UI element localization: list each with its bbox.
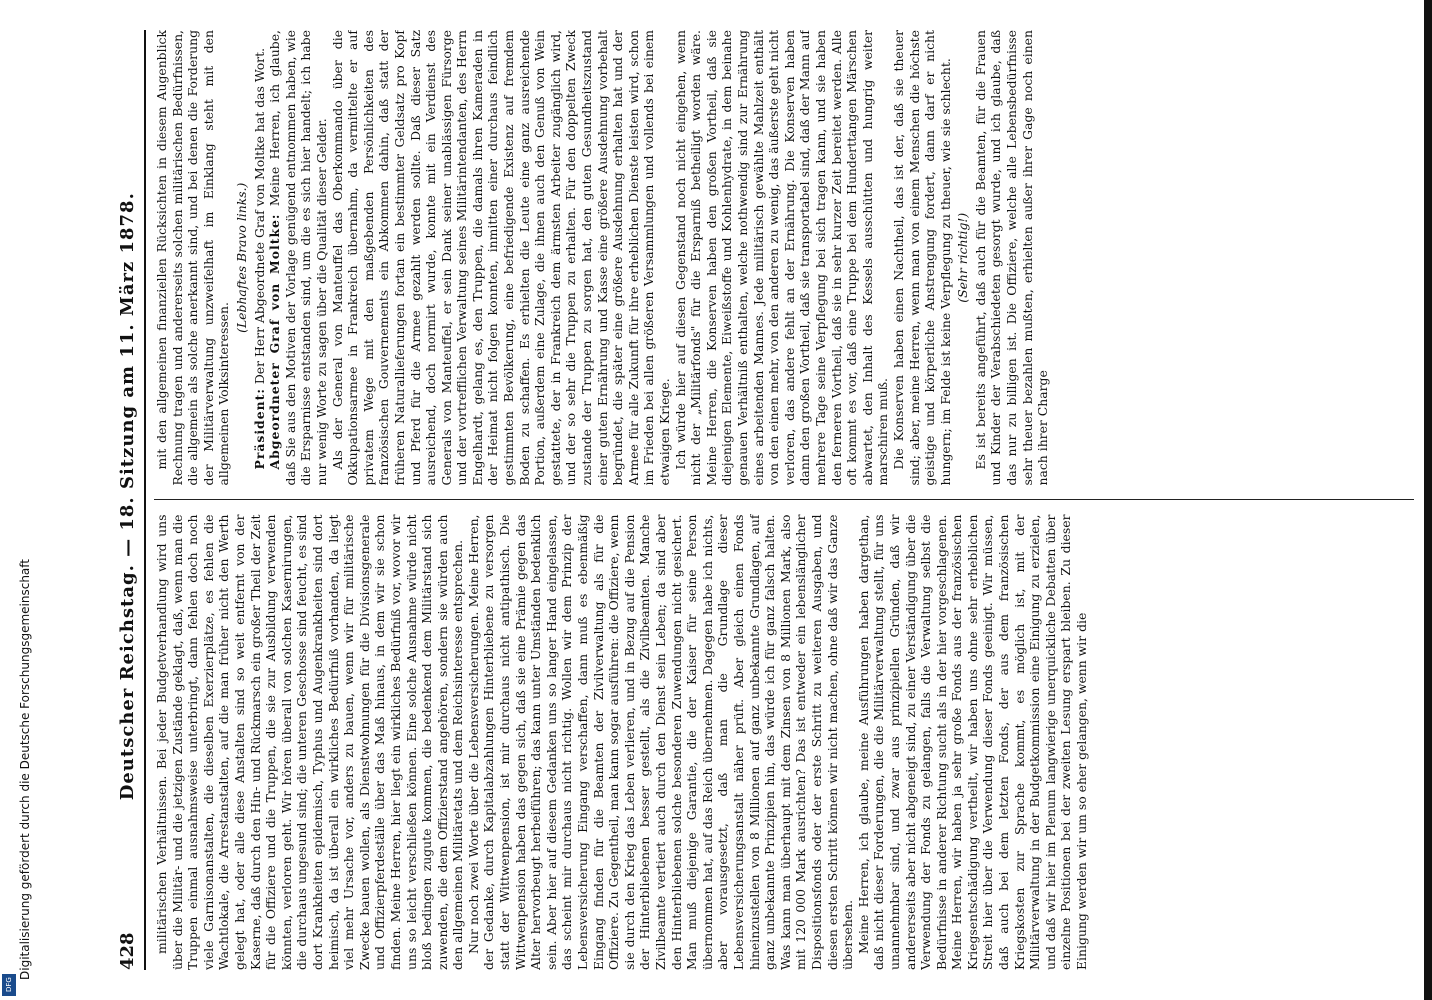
paragraph: mit den allgemeinen finanziellen Rücksichten in diesem Augenblick Rechnung tragen und andererseits solchen militärischen Bedürfnissen, die allgemein als solche anerkannt sind, und bei denen die Forderung der Militärverwaltung unzweifelhaft im Einklang steht mit den allgemeinen Volksinteressen.: [154, 30, 232, 486]
speaker-paragraph: [267, 30, 329, 486]
paragraph: Die Konserven haben einen Nachtheil, das ist der, daß sie theuer sind; aber, meine Herren, wenn man von einem Menschen die höchste geistige und körperliche Anstrengung fordert, dann darf er nicht hungern; im Felde ist keine Verpflegung zu theuer, wie sie schlecht.: [890, 30, 953, 486]
rotated-page-content: [110, 30, 1430, 970]
page-header: [110, 30, 146, 970]
scan-edge: [1424, 0, 1432, 1000]
digitization-credit: Digitalisierung gefördert durch die Deutsche Forschungsgemeinschaft: [18, 558, 32, 980]
text-columns: [154, 30, 1414, 970]
stage-direction: (Sehr richtig!): [955, 212, 971, 303]
page-number: 428: [116, 932, 138, 970]
paragraph: Nur noch zwei Worte über die Lebensversicherungen. Meine Herren, der Gedanke, durch Kapitalabzahlungen Hinterbliebene zu versorgen statt der Wittwenpension, ist mir durchaus nicht antipathisch. Die Wittwenpension haben das gegen sich, daß sie eine Prämie gegen das Alter hervorbeugt herbeiführen; das kann unter Umständen bedenklich sein. Aber hier auf diesem Gedanken uns so langer Hand eingelassen, das scheint mir durchaus nicht richtig. Wollen wir dem Prinzip der Lebensversicherung Eingang verschaffen, dann muß es ebenmäßig Eingang finden für die Beamten der Zivilverwaltung als für die Offiziere. Zu Gegentheil, man kann sogar ausführen: die Offiziere, wenn sie durch den Krieg das Leben verlieren, und in Bezug auf die Pension der Hinterbliebenen besser gestellt, als die Zivilbeamten. Manche Zivilbeamte vertiert auch durch den Dienst sein Leben; da sind aber den Hinterbliebenen solche besonderen Zuwendungen nicht gesichert. Man muß diejenige Garantie, die der Kaiser für seine Person übernommen hat, auf das Reich übernehmen. Dagegen habe ich nichts, aber vorausgesetzt, daß man die Grundlage dieser Lebensversicherungsanstalt näher prüft. Aber gleich einen Fonds hineinzustellen von 8 Millionen auf ganz unbekannte Grundlagen, auf ganz unbekannte Prinzipien hin, das würde ich für ganz falsch halten. Was kann man überhaupt mit dem Zinsen von 8 Millionen Mark, also mit 120 000 Mark ausrichten? Das ist entweder ein lebenslänglicher Dispositionsfonds oder der erste Schritt zu weiteren Ausgaben, und diesen ersten Schritt können wir nicht machen, ohne daß wir das Ganze übersehen.: [465, 514, 856, 970]
paragraph: Ich würde hier auf diesen Gegenstand noch nicht eingehen, wenn nicht der „Militärfonds" für die Ersparniß betheiligt worden wäre. Meine Herren, die Konserven haben den großen Vortheil, daß sie diejenigen Elemente, Eiweißstoffe und Kohlenhydrate, in dem beinahe genauen Verhältniß enthalten, welche nothwendig sind zur Ernährung eines arbeitenden Mannes. Jede militärisch gewählte Mahlzeit enthält von den einen mehr, von den anderen zu wenig, das äußerste geht nicht verloren, das andere fehlt an der Ernährung. Die Konserven haben dann den großen Vortheil, daß sie transportabel sind, daß der Mann auf mehrere Tage seine Verpflegung bei sich tragen kann, und sie haben den ferneren Vortheil, daß sie in sehr kurzer Zeit bereitet werden. Alle oft kommt es vor, daß eine Truppe bei dem Hunderttangen Märschen abwartet, den Inhalt des Kessels ausschütten und hungrig weiter marschiren muß.: [672, 30, 891, 486]
paragraph: Es ist bereits angeführt, daß auch für die Beamten, für die Frauen und Kinder der Verabschiedeten gesorgt wurde, und ich glaube, daß das nur zu billigen ist. Die Offiziere, welche alle Lebensbedürfnisse sehr theuer bezahlen mußten, erhielten außer ihrer Gage noch einen nach ihrer Charge: [972, 30, 1051, 486]
stage-direction: (Lebhaftes Bravo links.): [233, 182, 249, 333]
paragraph: Als der General von Manteuffel das Oberkommando über die Okkupationsarmee in Frankreich übernahm, da vermittelte er auf privatem Wege mit den maßgebenden Persönlichkeiten des französischen Gouvernements ein Abkommen dahin, daß statt der früheren Naturallieferungen fortan ein bestimmter Geldsatz pro Kopf und Pferd für die Armee gezahlt werden sollte. Daß dieser Satz ausreichend, doch normirt wurde, konnte mit ein Verdienst des Generals von Manteuffel, er sein Dank seiner unablässigen Fürsorge und der vortrefflichen Verwaltung seines Militärintendanten, des Herrn Engelhardt, gelang es, den Truppen, die damals ihren Kameraden in der Heimat nicht folgen konnten, inmitten einer durchaus feindlich gestimmten Bevölkerung, eine befriedigende Existenz auf fremdem Boden zu schaffen. Es erhielten die Leute eine ganz ausreichende Portion, außerdem eine Zulage, die ihnen auch den Genuß von Wein gestattete, der in Frankreich dem ärmsten Arbeiter zugänglich wird, und der so sehr die Truppen zu erhalten. Für den doppelten Zweck zustande der Truppen zu sorgen hat, den guten Gesundheitszustand einer guten Ernährung und Kasse eine größere Ausdehnung vorbehalt begründet, die später eine größere Ausdehnung erhalten hat und der Armee für alle Zukunft für ihre erheblichen Dienste leisten wird, schon im Frieden bei allen größeren Versammlungen und vollends bei einem etwaigen Kriege.: [329, 30, 672, 486]
page-title: Deutscher Reichstag. — 18. Sitzung am 11. März 1878.: [116, 192, 138, 801]
speech-text: Meine Herren, ich glaube, daß Sie aus den Motiven der Vorlage genügend entnommen haben, wie die Ersparnisse entstanden sind, um die es sich hier handelt; ich habe nur wenig Worte zu sagen über die Qualität dieser Gelder.: [267, 30, 329, 486]
left-column: [154, 515, 1414, 971]
column-divider: [154, 500, 1414, 501]
speaker-label: Abgeordneter Graf von Moltke:: [267, 213, 283, 470]
speech-text: Der Herr Abgeordnete Graf von Moltke hat das Wort.: [251, 47, 267, 385]
right-column: [154, 30, 1414, 486]
paragraph: Meine Herren, ich glaube, meine Ausführungen haben dargethan, daß nicht dieser Forderungen, die die Militärverwaltung stellt, für uns unannehmbar sind, und zwar aus prinzipiellen Gründen, daß wir andererseits aber nicht abgeneigt sind, zu einer Verständigung über die Verwendung der Fonds zu gelangen, falls die Verwaltung selbst die Bedürfnisse in anderer Richtung sucht als in der hier vorgeschlagenen. Meine Herren, wir haben ja sehr große Fonds aus der französischen Kriegsentschädigung vertheilt, wir haben uns ohne sehr erheblichen Streit hier über die Verwendung dieser Fonds geeinigt. Wir müssen, daß auch bei dem letzten Fonds, der aus dem französischen Kriegskosten zur Sprache kommt, es möglich ist, mit der Militärverwaltung in der Budgetkommission eine Einigung zu erzielen, und daß wir hier im Plenum langwierige unerquickliche Debatten über einzelne Positionen bei der zweiten Lesung erspart bleiben. Zu dieser Einigung werden wir um so eher gelangen, wenn wir die: [855, 514, 1090, 970]
speaker-paragraph: [252, 30, 268, 486]
dfg-logo-icon: DFG: [2, 974, 16, 996]
speaker-label: Präsident:: [251, 388, 267, 470]
paragraph: militärischen Verhältnissen. Bei jeder Budgetverhandlung wird uns über die Militär- und die jetzigen Zustände geklagt, daß, wenn man die Truppen einmal ausnahmsweise unterbringt, dann fehlen doch noch viele Garnisonanstalten, die dieselben Exerzierplätze, es fehlen die Wachtlokale, die Arrestanstalten, auf die man früher nicht den Werth gelegt hat, oder alle diese Anstalten sind so weit entfernt von der Kaserne, daß durch den Hin- und Rückmarsch ein großer Theil der Zeit für die Offiziere und die Truppen, die sie zur Ausbildung verwenden könnten, verloren geht. Wir hören überall von solchen Kasernirungen, die durchaus ungesund sind; die unteren Geschosse sind feucht, es sind dort Krankheiten epidemisch, Typhus und Augenkrankheiten sind dort heimisch, da ist überall ein wirkliches Bedürfniß vorhanden, da liegt viel mehr Ursache vor, anders zu bauen, wenn wir für militärische Zwecke bauen wollen, als Dienstwohnungen für die Divisionsgenerale und Offizierpferdeställe über das Maß hinaus, in dem wir sie schon finden. Meine Herren, hier liegt ein wirkliches Bedürfniß vor, wovor wir uns so leicht verschließen können. Eine solche Ausnahme würde nicht bloß bedingen zugute kommen, die bedenkend dem Militärstand sich zuwenden, die dem Offizierstand angehören, sondern sie würden auch den allgemeinen Militäretats und dem Reichsinteresse entsprechen.: [154, 514, 466, 970]
